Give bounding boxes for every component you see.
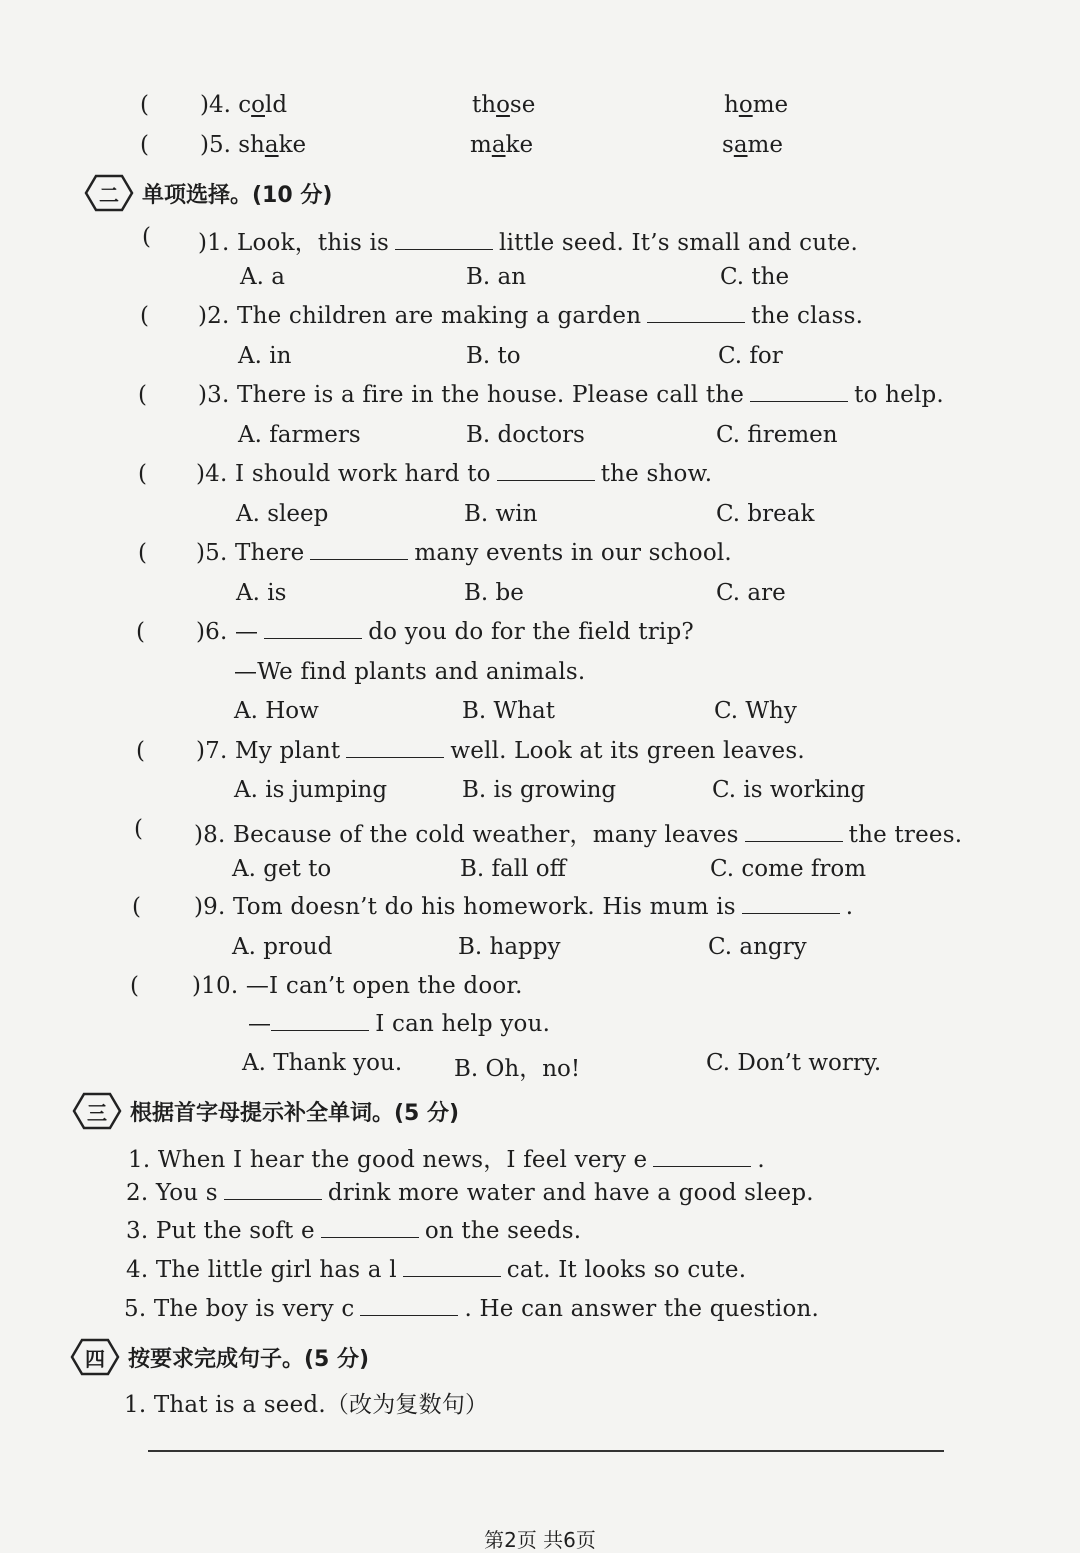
question-text: )6. — — [196, 619, 259, 645]
answer-blank[interactable] — [750, 383, 848, 402]
option-a: A. in — [238, 343, 292, 369]
question-text: )9. Tom doesn’t do his homework. His mum is — [194, 894, 736, 920]
question-stem — [192, 973, 523, 999]
option-a: A. How — [234, 698, 319, 724]
section-number-badge: 二 — [84, 174, 134, 212]
page-footer: 第2页 共6页 — [484, 1528, 596, 1552]
answer-paren[interactable]: ( — [136, 619, 145, 645]
answer-paren[interactable]: ( — [138, 382, 147, 408]
option-a: A. sleep — [236, 501, 329, 527]
dialogue-line: — I can help you. — [248, 1011, 551, 1037]
option-b: B. doctors — [466, 422, 585, 448]
option-b: B. Oh，no! — [454, 1056, 581, 1082]
answer-paren[interactable]: ( — [136, 738, 145, 764]
question-text: to help. — [854, 382, 944, 408]
answer-blank[interactable] — [403, 1258, 501, 1277]
option-b: B. win — [464, 501, 538, 527]
answer-paren[interactable]: ( — [140, 92, 149, 118]
option-b: B. be — [464, 580, 524, 606]
answer-paren[interactable]: ( — [142, 224, 151, 250]
option-b: B. to — [466, 343, 521, 369]
question-text: )8. Because of the cold weather，many leaves — [194, 822, 739, 848]
phonics-option: same — [722, 132, 783, 158]
answer-blank[interactable] — [742, 895, 840, 914]
question-text: little seed. It’s small and cute. — [499, 230, 858, 256]
answer-writing-line[interactable] — [148, 1450, 944, 1452]
option-c: C. Why — [714, 698, 797, 724]
question-text: many events in our school. — [414, 540, 732, 566]
phonics-option: make — [470, 132, 534, 158]
question-text: the class. — [751, 303, 864, 329]
option-a: A. get to — [232, 856, 332, 882]
option-a: A. Thank you. — [242, 1050, 403, 1076]
section-number-badge: 四 — [70, 1338, 120, 1376]
option-c: C. break — [716, 501, 815, 527]
phonics-item-word: )5. shake — [200, 132, 307, 158]
answer-paren[interactable]: ( — [140, 132, 149, 158]
answer-paren[interactable]: ( — [130, 973, 139, 999]
option-c: C. Don’t worry. — [706, 1050, 882, 1076]
section-4-header — [70, 1338, 369, 1376]
fill-in-item: 3. Put the soft e on the seeds. — [126, 1218, 582, 1244]
answer-blank[interactable] — [745, 823, 843, 842]
option-c: C. is working — [712, 777, 866, 803]
question-text: the trees. — [848, 822, 963, 848]
answer-paren[interactable]: ( — [140, 303, 149, 329]
phonics-option: home — [724, 92, 789, 118]
section-title: 根据首字母提示补全单词。(5 分) — [130, 1100, 460, 1126]
option-c: C. firemen — [716, 422, 838, 448]
answer-blank[interactable] — [497, 462, 595, 481]
question-stem — [198, 224, 858, 257]
option-b: B. is growing — [462, 777, 617, 803]
fill-in-item: 4. The little girl has a l cat. It looks so cute. — [126, 1257, 747, 1283]
option-a: A. is jumping — [234, 777, 388, 803]
section-title: 按要求完成句子。(5 分) — [128, 1346, 370, 1372]
question-stem — [198, 303, 863, 329]
option-c: C. angry — [708, 934, 807, 960]
answer-paren[interactable]: ( — [138, 540, 147, 566]
section-number-badge: 三 — [72, 1092, 122, 1130]
answer-blank[interactable] — [224, 1181, 322, 1200]
option-b: B. an — [466, 264, 527, 290]
question-text: )10. —I can’t open the door. — [192, 973, 523, 999]
question-stem — [196, 461, 712, 487]
question-text: )1. Look，this is — [198, 230, 390, 256]
question-text: the show. — [600, 461, 713, 487]
question-stem — [196, 738, 805, 764]
question-text: )5. There — [196, 540, 305, 566]
answer-paren[interactable]: ( — [138, 461, 147, 487]
question-text: )4. I should work hard to — [196, 461, 491, 487]
answer-blank[interactable] — [395, 231, 493, 250]
phonics-option: those — [472, 92, 536, 118]
question-text: )3. There is a fire in the house. Please call the — [198, 382, 745, 408]
answer-blank[interactable] — [264, 620, 362, 639]
option-a: A. farmers — [238, 422, 361, 448]
option-a: A. is — [236, 580, 287, 606]
option-a: A. a — [240, 264, 285, 290]
option-c: C. are — [716, 580, 786, 606]
answer-blank[interactable] — [271, 1012, 369, 1031]
answer-paren[interactable]: ( — [134, 816, 143, 842]
question-stem — [194, 894, 853, 920]
question-text: )2. The children are making a garden — [198, 303, 642, 329]
option-a: A. proud — [232, 934, 333, 960]
answer-blank[interactable] — [310, 541, 408, 560]
section-title: 单项选择。(10 分) — [142, 182, 333, 208]
phonics-item-word: )4. cold — [200, 92, 288, 118]
question-text: . — [845, 894, 854, 920]
question-stem — [196, 540, 732, 566]
sentence-task: 1. That is a seed.（改为复数句） — [124, 1392, 489, 1418]
option-b: B. fall off — [460, 856, 566, 882]
answer-paren[interactable]: ( — [132, 894, 141, 920]
section-3-header — [72, 1092, 459, 1130]
answer-blank[interactable] — [360, 1297, 458, 1316]
question-stem — [196, 619, 694, 645]
question-stem — [198, 382, 944, 408]
fill-in-item: 2. You s drink more water and have a good sleep. — [126, 1180, 814, 1206]
question-stem — [194, 816, 962, 849]
option-b: B. What — [462, 698, 555, 724]
section-2-header — [84, 174, 332, 212]
answer-blank[interactable] — [653, 1148, 751, 1167]
question-text: )7. My plant — [196, 738, 341, 764]
answer-blank[interactable] — [346, 739, 444, 758]
answer-blank[interactable] — [321, 1219, 419, 1238]
option-c: C. the — [720, 264, 790, 290]
fill-in-item: 1. When I hear the good news，I feel very e . — [128, 1147, 765, 1173]
dialogue-line: —We find plants and animals. — [234, 659, 586, 685]
option-c: C. come from — [710, 856, 867, 882]
fill-in-item: 5. The boy is very c . He can answer the question. — [124, 1296, 820, 1322]
answer-blank[interactable] — [647, 304, 745, 323]
question-text: do you do for the field trip? — [368, 619, 694, 645]
option-b: B. happy — [458, 934, 561, 960]
question-text: well. Look at its green leaves. — [450, 738, 805, 764]
option-c: C. for — [718, 343, 783, 369]
